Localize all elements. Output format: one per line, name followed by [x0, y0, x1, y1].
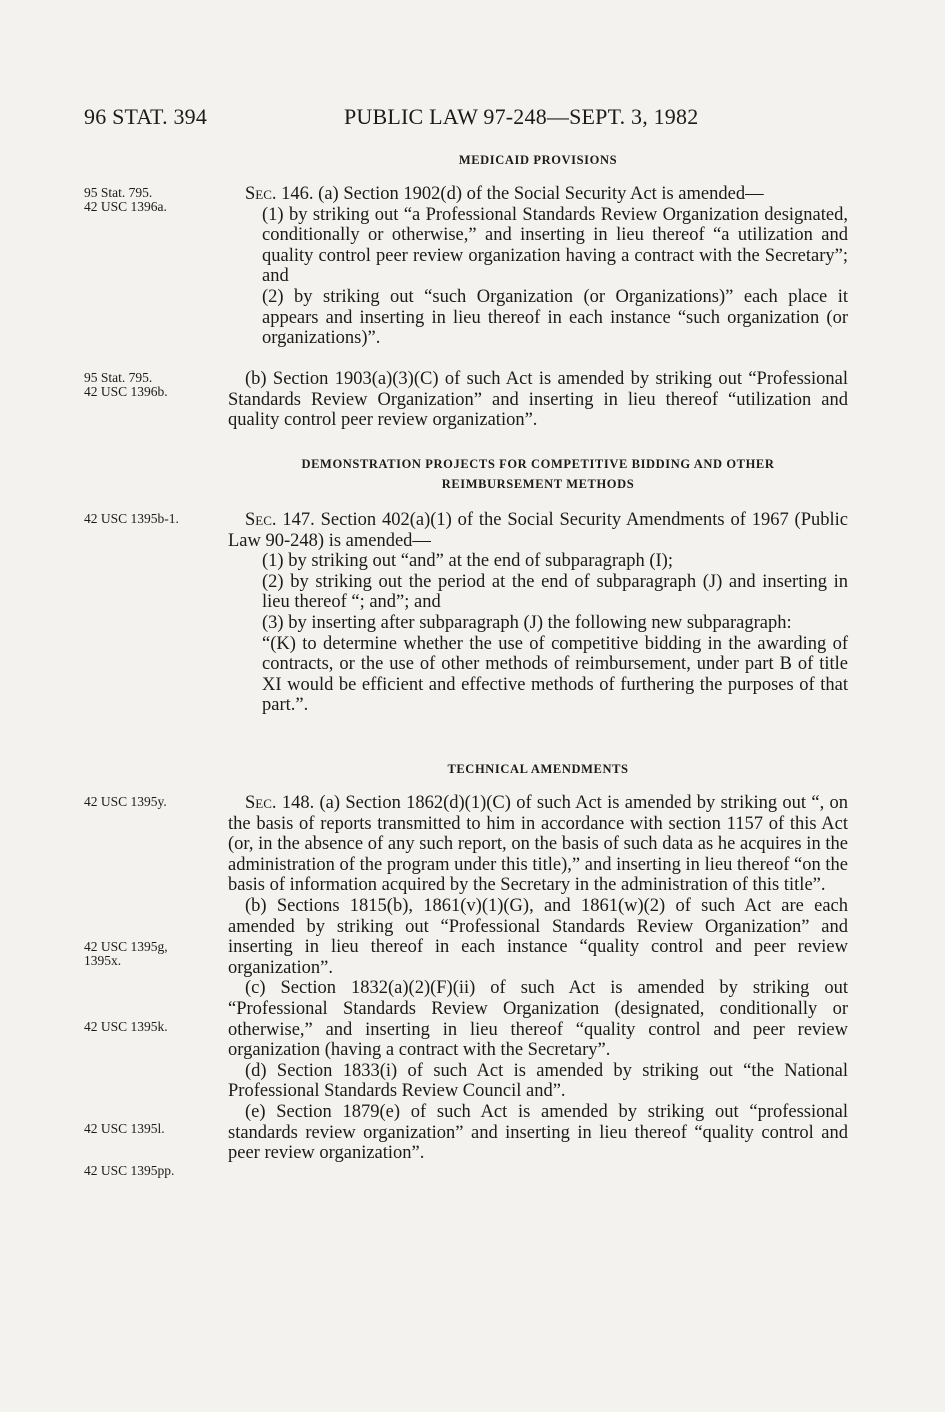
sec148-c: (c) Section 1832(a)(2)(F)(ii) of such Act is amended by striking out “Professional Standards Review Organization (designated, conditionally or otherwise,” and inserting in lieu thereof “quality control and peer review organization (having a contract with the Secretary”. [228, 978, 848, 1061]
sec148-d: (d) Section 1833(i) of such Act is amended by striking out “the National Professional Standards Review Council and”. [228, 1060, 848, 1102]
sec148-a: Sec. 148. (a) Section 1862(d)(1)(C) of such Act is amended by striking out “, on the basis of reports transmitted to him in accordance with section 1157 of this Act (or, in the absence of any such report, on the basis of such data as he acquires in the administration of the program under this title),” and inserting in lieu thereof “on the basis of information acquired by the Secretary in the administration of this title”. [228, 793, 848, 896]
sec147-intro: Sec. 147. Section 402(a)(1) of the Social Security Amendments of 1967 (Public Law 90-248) is amended— [228, 510, 848, 551]
margin-note-sec148d: 42 USC 1395l. [84, 1121, 165, 1136]
sec146-p1: (1) by striking out “a Professional Standards Review Organization designated, conditionally or otherwise,” and inserting in lieu thereof “a utilization and quality control peer review organization having a contract with the Secretary”; and [262, 204, 848, 287]
margin-note-sec148e: 42 USC 1395pp. [84, 1163, 175, 1178]
sec147-p2: (2) by striking out the period at the end of subparagraph (J) and inserting in lieu thereof “; and”; and [262, 571, 848, 613]
heading-demonstration-projects: DEMONSTRATION PROJECTS FOR COMPETITIVE BIDDING AND OTHER REIMBURSEMENT METHODS [301, 457, 775, 491]
margin-note-sec148c: 42 USC 1395k. [84, 1019, 168, 1034]
sec146-p2: (2) by striking out “such Organization (or Organizations)” each place it appears and inserting in lieu thereof in each instance “such organization (or organizations)”. [262, 286, 848, 349]
page-header-title: PUBLIC LAW 97-248—SEPT. 3, 1982 [344, 104, 699, 129]
sec148-b: (b) Sections 1815(b), 1861(v)(1)(G), and 1861(w)(2) of such Act are each amended by striking out “Professional Standards Review Organization” and inserting in lieu thereof in each instance “quality control and peer review organization”. [228, 895, 848, 978]
sec146-b-block [228, 369, 848, 431]
section-148 [228, 793, 848, 1164]
margin-note-sec147: 42 USC 1395b-1. [84, 511, 179, 526]
sec147-k: “(K) to determine whether the use of competitive bidding in the awarding of contracts, or the use of other methods of reimbursement, under part B of title XI would be efficient and effective methods of furthering the purposes of that part.”. [262, 633, 848, 716]
margin-note-sec148b: 42 USC 1395g, 1395x. [84, 939, 168, 968]
section-147 [228, 510, 848, 716]
margin-note-sec148a: 42 USC 1395y. [84, 794, 167, 809]
heading-technical-amendments: TECHNICAL AMENDMENTS [447, 762, 629, 776]
margin-note-sec146: 95 Stat. 795. 42 USC 1396a. [84, 185, 167, 214]
sec148-e: (e) Section 1879(e) of such Act is amended by striking out “professional standards review organization” and inserting in lieu thereof “quality control and peer review organization”. [228, 1101, 848, 1164]
heading-medicaid-provisions: MEDICAID PROVISIONS [458, 153, 618, 167]
section-146 [228, 184, 848, 349]
margin-note-sec146b: 95 Stat. 795. 42 USC 1396b. [84, 370, 168, 399]
sec147-p1: (1) by striking out “and” at the end of subparagraph (I); [262, 551, 673, 572]
sec146-b: (b) Section 1903(a)(3)(C) of such Act is amended by striking out “Professional Standards Review Organization” and inserting in lieu thereof “utilization and quality control peer review organization”. [228, 369, 848, 431]
stat-page-number: 96 STAT. 394 [84, 104, 208, 129]
sec147-p3: (3) by inserting after subparagraph (J) the following new subparagraph: [262, 612, 792, 633]
sec146-a: Sec. 146. (a) Section 1902(d) of the Social Security Act is amended— [245, 184, 764, 204]
